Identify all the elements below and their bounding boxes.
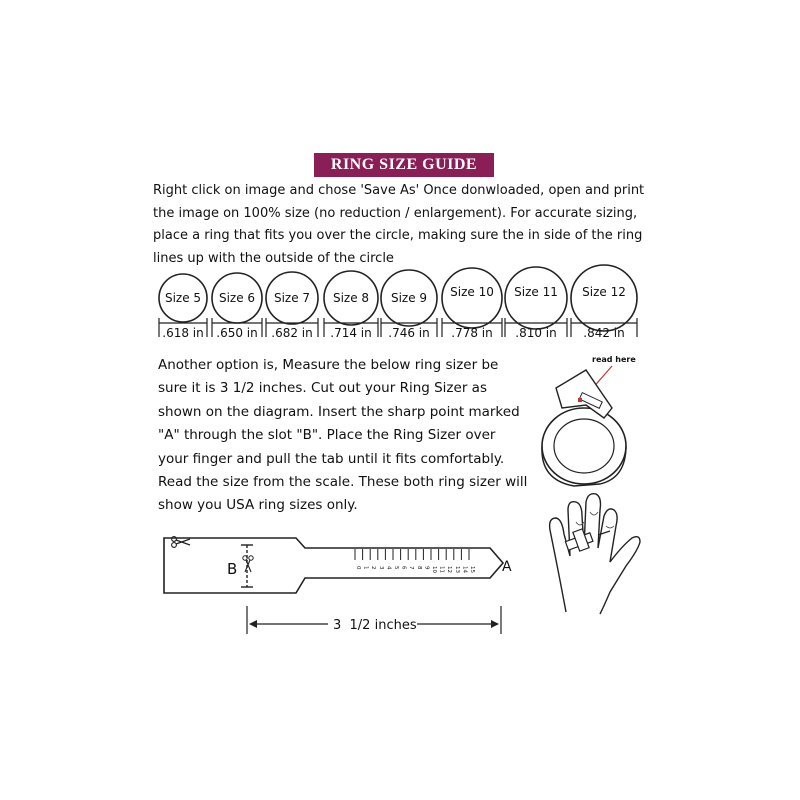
instruction-line: the image on 100% size (no reduction / enlargement). For accurate sizing, bbox=[153, 205, 638, 221]
instruction-line: Another option is, Measure the below ring sizer be bbox=[158, 357, 499, 373]
ring-measure-label: .746 in bbox=[388, 326, 430, 340]
ring-measure-label: .682 in bbox=[271, 326, 313, 340]
read-here-label: read here bbox=[592, 355, 636, 364]
instruction-line: "A" through the slot "B". Place the Ring Sizer over bbox=[158, 427, 496, 444]
sizer-instructions-text bbox=[158, 354, 538, 518]
ring-measure-label: .714 in bbox=[330, 326, 372, 340]
ring-measure-label: .618 in bbox=[162, 326, 204, 340]
page-title: RING SIZE GUIDE bbox=[314, 153, 494, 177]
scale-number: 2 bbox=[370, 566, 377, 570]
instruction-line: lines up with the outside of the circle bbox=[153, 250, 394, 266]
ring-size-label: Size 5 bbox=[164, 291, 202, 305]
ring-size-label: Size 11 bbox=[514, 285, 558, 299]
scale-number: 11 bbox=[438, 566, 445, 573]
scale-number: 14 bbox=[461, 566, 468, 573]
ring-size-label: Size 6 bbox=[218, 291, 256, 305]
scale-number: 10 bbox=[431, 566, 437, 573]
ring-size-label: Size 9 bbox=[390, 291, 428, 305]
scale-number: 8 bbox=[415, 566, 422, 570]
slot-b-label: B bbox=[227, 560, 238, 578]
ring-measure-label: .810 in bbox=[515, 326, 557, 340]
instruction-line: shown on the diagram. Insert the sharp point marked bbox=[158, 403, 520, 420]
point-a-label: A bbox=[502, 559, 512, 575]
ring-size-label: Size 10 bbox=[450, 285, 494, 299]
instruction-line: show you USA ring sizes only. bbox=[158, 497, 358, 514]
scale-number: 6 bbox=[400, 566, 407, 570]
scale-number: 13 bbox=[453, 566, 460, 573]
ring-measure-label: .842 in bbox=[583, 326, 625, 340]
instruction-line: your finger and pull the tab until it fits comfortably. bbox=[158, 450, 505, 467]
ring-measure-label: .650 in bbox=[216, 326, 258, 340]
instruction-line: sure it is 3 1/2 inches. Cut out your Ring Sizer as bbox=[158, 380, 487, 397]
scale-number: 1 bbox=[362, 566, 369, 570]
scale-number: 5 bbox=[393, 566, 399, 570]
scale-number: 0 bbox=[355, 566, 361, 570]
scale-number: 9 bbox=[423, 566, 430, 570]
scale-number: 7 bbox=[408, 566, 415, 570]
ring-size-label: Size 8 bbox=[332, 291, 370, 305]
ring-measure-label: .778 in bbox=[451, 326, 493, 340]
instruction-line: Read the size from the scale. These both ring sizer will bbox=[158, 474, 528, 491]
scale-number: 12 bbox=[446, 566, 453, 573]
scale-number: 3 bbox=[377, 566, 384, 570]
instruction-line: Right click on image and chose 'Save As' Once donwloaded, open and print bbox=[153, 183, 645, 198]
scale-number: 4 bbox=[385, 566, 392, 570]
ring-size-label: Size 7 bbox=[273, 291, 311, 305]
ring-size-label: Size 12 bbox=[582, 285, 626, 299]
scale-number: 15 bbox=[469, 566, 475, 573]
length-label: 3 1/2 inches bbox=[333, 618, 417, 633]
instruction-line: place a ring that fits you over the circle, making sure the in side of the ring bbox=[153, 228, 643, 243]
